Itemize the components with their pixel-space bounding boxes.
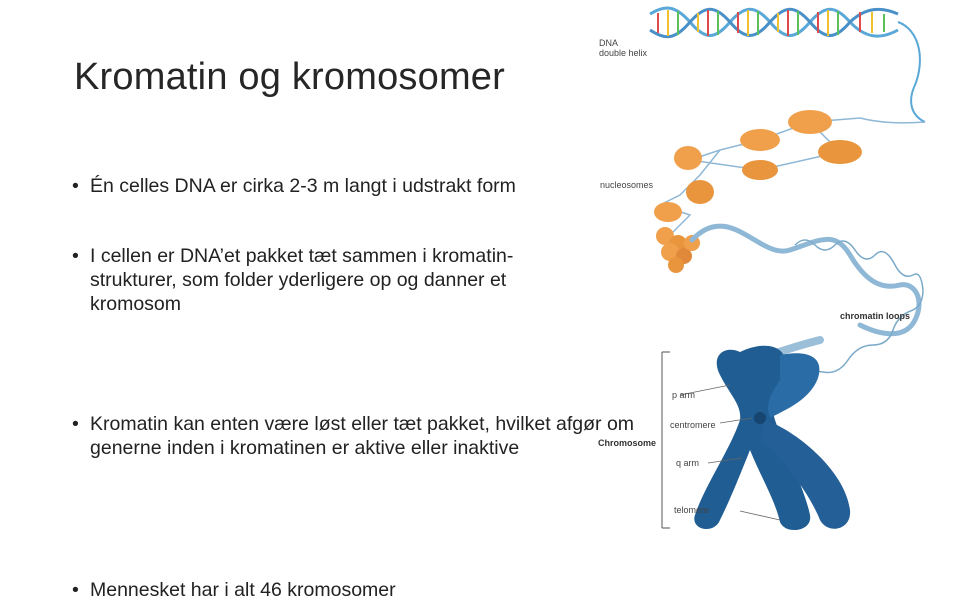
- nucleosomes-label: nucleosomes: [600, 180, 654, 190]
- dna-label: [599, 38, 647, 58]
- centromere-label: centromere: [670, 420, 716, 430]
- telomere-label: telomere: [674, 505, 710, 515]
- dna-to-chromosome-diagram: [580, 0, 960, 540]
- nucleosome-string: [654, 110, 862, 235]
- dna-label-line2: double helix: [599, 48, 648, 58]
- dna-label-line1: DNA: [599, 38, 619, 48]
- chromatin-illustration: [580, 0, 960, 540]
- slide-title: Kromatin og kromosomer: [74, 56, 505, 98]
- bullet-item: • Én celles DNA er cirka 2-3 m langt i udstrakt form: [72, 174, 650, 198]
- chromosome-shape: [694, 346, 850, 530]
- dna-double-helix: [650, 8, 925, 123]
- q-arm-label: q arm: [676, 458, 700, 468]
- chromatin-loops-label: chromatin loops: [840, 311, 911, 321]
- chromosome-label: Chromosome: [598, 438, 657, 448]
- p-arm-label: p arm: [672, 390, 696, 400]
- bullet-item: • Mennesket har i alt 46 kromosomer: [72, 578, 650, 602]
- bullet-item: • Kromatin kan enten være løst eller tæt pakket, hvilket afgør om generne inden i kromatinen er aktive eller inaktive: [72, 412, 635, 460]
- bullet-item: • I cellen er DNA’et pakket tæt sammen i kromatin-strukturer, som folder yderligere op og danner et kromosom: [72, 244, 590, 316]
- chromatin-cluster: [656, 227, 700, 273]
